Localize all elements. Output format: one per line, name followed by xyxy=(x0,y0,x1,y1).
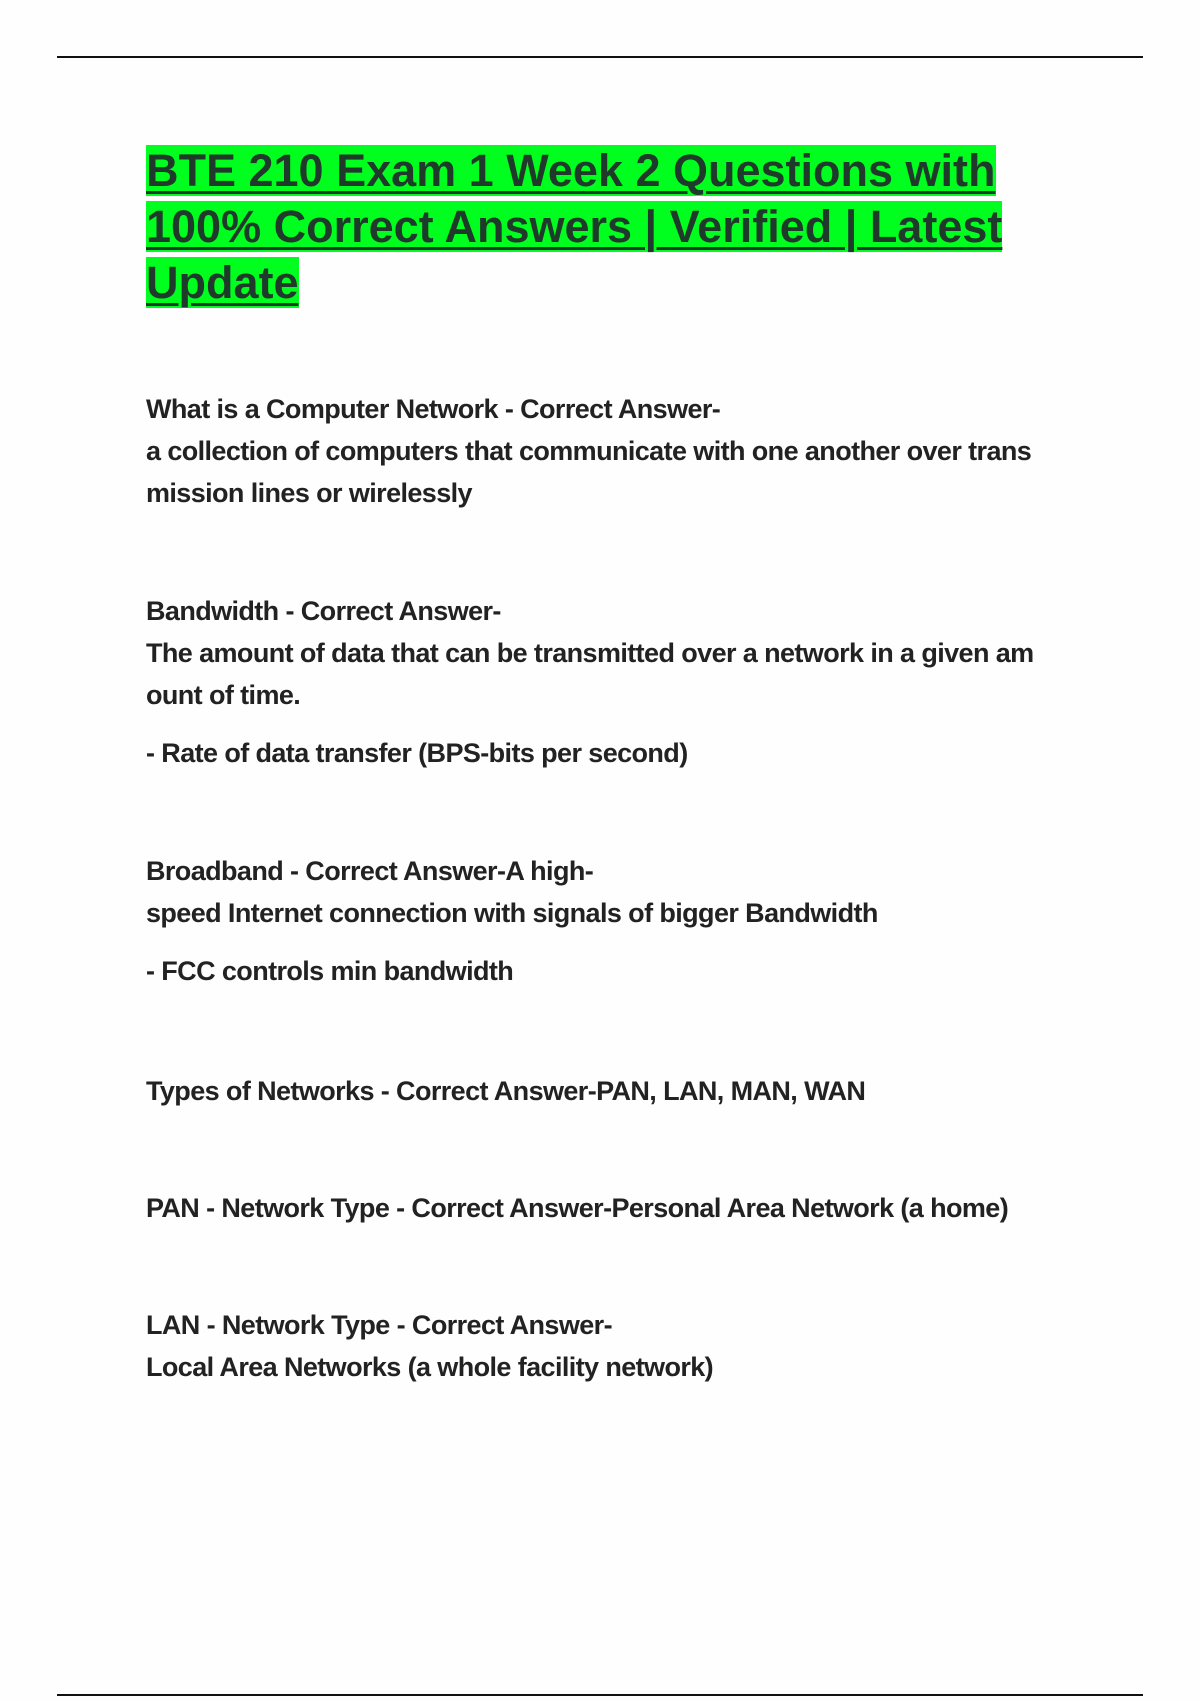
qa-entry-bandwidth xyxy=(146,590,1106,774)
entry-question: PAN - Network Type - Correct Answer-Personal Area Network (a home) xyxy=(146,1193,1009,1223)
entry-note: - Rate of data transfer (BPS-bits per second) xyxy=(146,738,688,768)
entry-question: LAN - Network Type - Correct Answer- xyxy=(146,1310,612,1340)
bottom-rule xyxy=(57,1694,1143,1696)
qa-entry-broadband xyxy=(146,850,1106,992)
qa-entry-computer-network xyxy=(146,388,1106,514)
entry-answer-line: The amount of data that can be transmitted over a network in a given am xyxy=(146,638,1034,668)
entry-answer-line: ount of time. xyxy=(146,680,301,710)
entry-answer-line: Local Area Networks (a whole facility network) xyxy=(146,1352,714,1382)
qa-entry-types-of-networks xyxy=(146,1070,1106,1112)
document-title xyxy=(146,143,1086,311)
entry-question: Types of Networks - Correct Answer-PAN, LAN, MAN, WAN xyxy=(146,1076,866,1106)
title-highlight: BTE 210 Exam 1 Week 2 Questions with 100% Correct Answers | Verified | Latest Update xyxy=(146,145,1003,308)
entry-question: Bandwidth - Correct Answer- xyxy=(146,596,501,626)
top-rule xyxy=(57,56,1143,58)
qa-entry-lan xyxy=(146,1304,1106,1388)
entry-answer-line: a collection of computers that communicate with one another over trans xyxy=(146,436,1032,466)
entry-answer-line: mission lines or wirelessly xyxy=(146,478,472,508)
qa-entry-pan xyxy=(146,1187,1106,1229)
entry-note: - FCC controls min bandwidth xyxy=(146,956,514,986)
entry-answer-line: speed Internet connection with signals of bigger Bandwidth xyxy=(146,898,878,928)
entry-question: What is a Computer Network - Correct Answer- xyxy=(146,394,721,424)
entry-question: Broadband - Correct Answer-A high- xyxy=(146,856,594,886)
